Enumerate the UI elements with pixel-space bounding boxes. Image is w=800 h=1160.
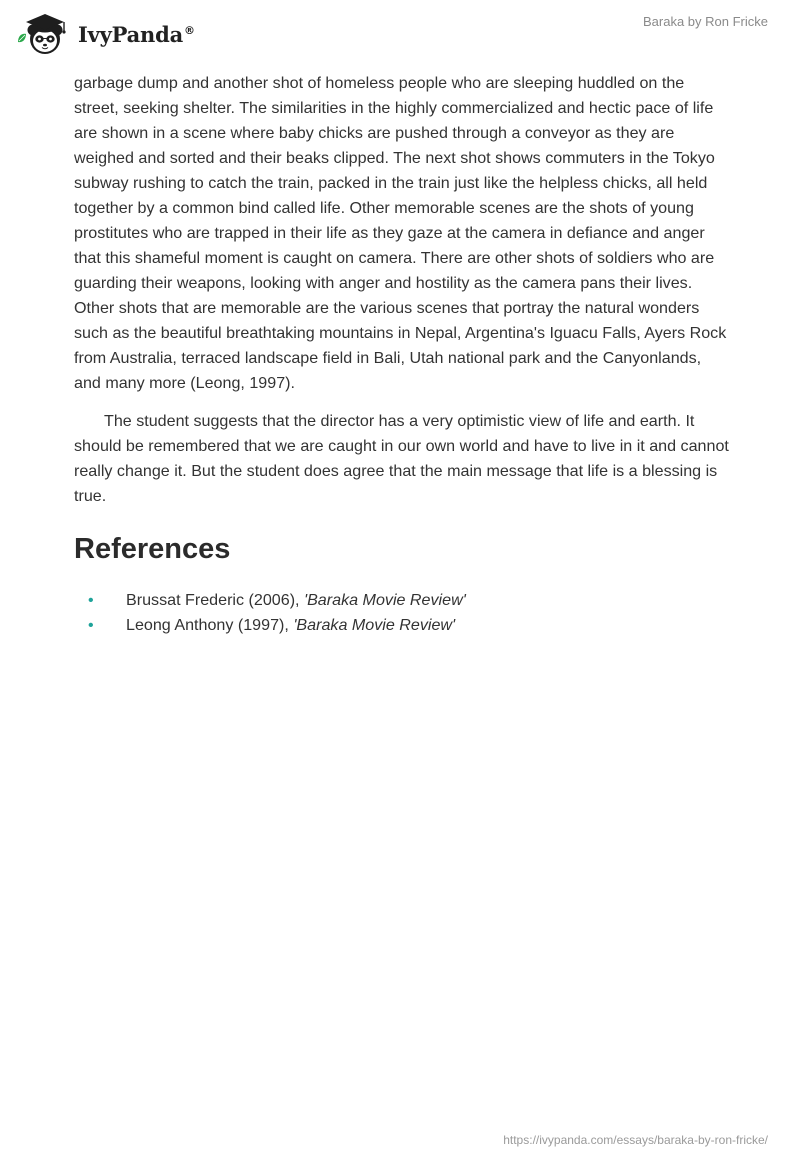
bullet-icon: • <box>88 617 94 634</box>
logo-wordmark-text: IvyPanda <box>78 21 184 47</box>
references-heading: References <box>74 533 231 565</box>
document-title: Baraka by Ron Fricke <box>643 14 768 29</box>
registered-mark: ® <box>184 23 195 37</box>
source-url-link[interactable]: https://ivypanda.com/essays/baraka-by-ron-fricke/ <box>503 1133 768 1147</box>
reference-author: Leong Anthony (1997), <box>126 616 294 634</box>
essay-content <box>74 71 729 638</box>
page-header <box>0 0 800 60</box>
body-paragraph: garbage dump and another shot of homeless people who are sleeping huddled on the street, seeking shelter. The similarities in the highly commercialized and hectic pace of life are shown in a scene where baby chicks are pushed through a conveyor as they are weighed and sorted and their beaks clipped. The next shot shows commuters in the Tokyo subway rushing to catch the train, packed in the train just like the helpless chicks, all held together by a common bind called life. Other memorable scenes are the shots of young prostitutes who are trapped in their life as they gaze at the camera in defiance and anger that this shameful moment is caught on camera. There are other shots of soldiers who are guarding their weapons, looking with anger and hostility as the camera pans their lives. Other shots that are memorable are the various scenes that portray the natural wonders such as the beautiful breathtaking mountains in Nepal, Argentina's Iguacu Falls, Ayers Rock from Australia, terraced landscape field in Bali, Utah national park and the Canyonlands, and many more (Leong, 1997). <box>74 74 727 392</box>
reference-item <box>74 588 729 613</box>
ivypanda-logo[interactable] <box>14 8 195 58</box>
reference-item <box>74 613 729 638</box>
reference-title: 'Baraka Movie Review' <box>293 616 456 634</box>
panda-graduation-cap-icon <box>14 8 76 58</box>
reference-author: Brussat Frederic (2006), <box>126 591 304 609</box>
body-paragraph: The student suggests that the director has a very optimistic view of life and earth. It should be remembered that we are caught in our own world and have to live in it and cannot really change it. But the student does agree that the main message that life is a blessing is true. <box>74 412 729 505</box>
bullet-icon: • <box>88 592 94 609</box>
references-list <box>74 588 729 638</box>
reference-title: 'Baraka Movie Review' <box>304 591 466 609</box>
logo-wordmark <box>78 22 195 47</box>
